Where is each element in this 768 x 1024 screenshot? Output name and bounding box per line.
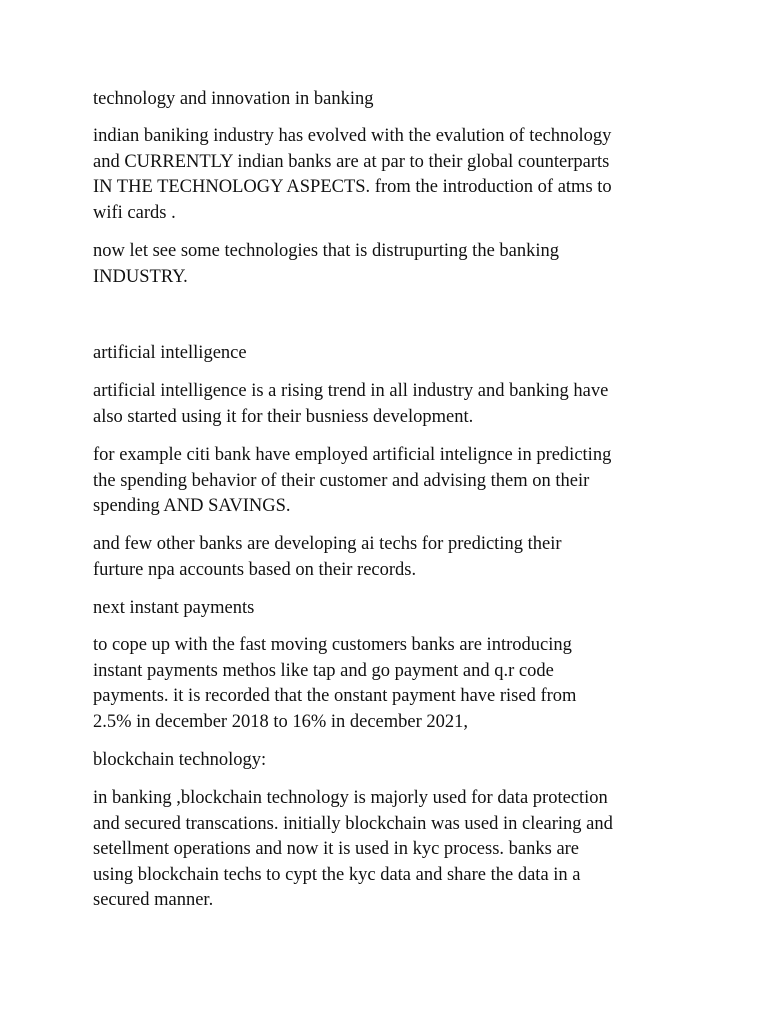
ai-paragraph-1: artificial intelligence is a rising trend in all industry and banking have also started using it for their busniess development. xyxy=(93,381,609,427)
intro-paragraph-2: now let see some technologies that is distrupurting the banking INDUSTRY. xyxy=(93,241,560,287)
document-title: technology and innovation in banking xyxy=(93,89,374,109)
blockchain-heading: blockchain technology: xyxy=(93,750,267,770)
instant-payments-heading: next instant payments xyxy=(93,598,255,618)
ai-paragraph-3: and few other banks are developing ai techs for predicting their furture npa accounts based on their records. xyxy=(93,534,562,580)
instant-payments-paragraph: to cope up with the fast moving customers banks are introducing instant payments methos like tap and go payment and q.r code payments. it is recorded that the onstant payment have rised from 2.5% in december 2018 to 16% in december 2021, xyxy=(93,635,577,732)
ai-paragraph-2: for example citi bank have employed artificial intelignce in predicting the spending behavior of their customer and advising them on their spending AND SAVINGS. xyxy=(93,445,612,516)
intro-paragraph-1: indian baniking industry has evolved with the evalution of technology and CURRENTLY indian banks are at par to their global counterparts IN THE TECHNOLOGY ASPECTS. from the introduction of atms to wifi cards . xyxy=(93,126,612,223)
blockchain-paragraph: in banking ,blockchain technology is majorly used for data protection and secured transcations. initially blockchain was used in clearing and setellment operations and now it is used in kyc process. banks are using blockchain techs to cypt the kyc data and share the data in a secured manner. xyxy=(93,788,613,910)
ai-heading: artificial intelligence xyxy=(93,343,247,363)
